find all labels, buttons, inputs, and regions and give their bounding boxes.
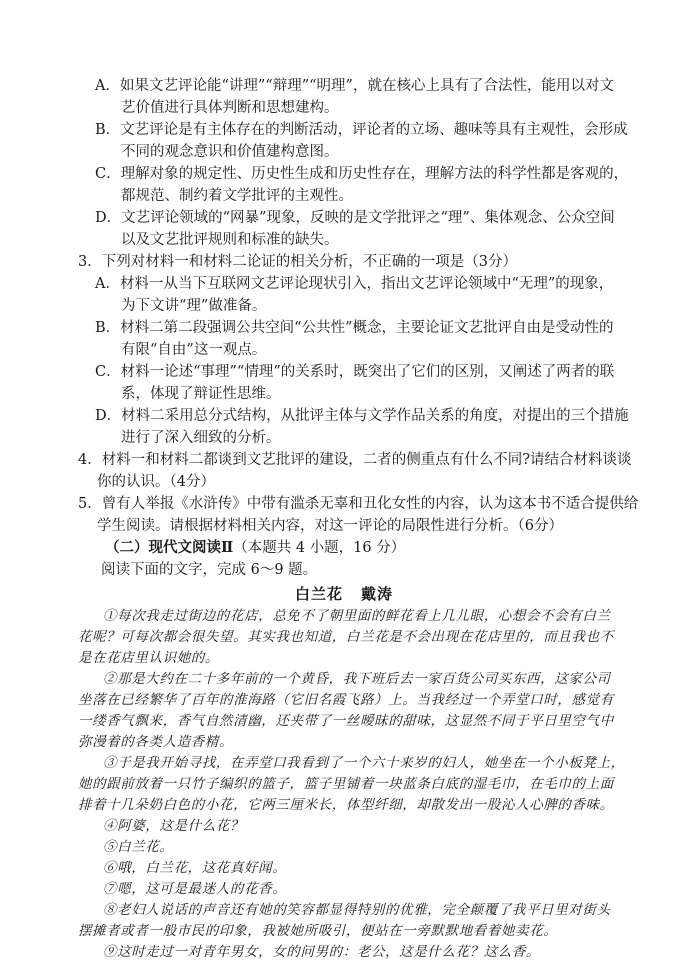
question-5-cont: 学生阅读。请根据材料相关内容，对这一评论的局限性进行分析。（6分）: [97, 518, 563, 534]
q2-option-a-cont: 艺价值进行具体判断和思想建构。: [121, 100, 339, 116]
section-heading: [105, 538, 405, 558]
passage-line: 坐落在已经繁华了百年的淮海路（它旧名霞飞路）上。当我经过一个弄堂口时，感觉有: [78, 692, 614, 708]
passage-line: ⑦嗯，这可是最迷人的花香。: [103, 881, 287, 897]
story-title-line: [0, 584, 688, 604]
q3-option-a: A．材料一从当下互联网文艺评论现状引入，指出文艺评论领域中“无理”的现象，: [95, 276, 614, 292]
q3-option-c: C．材料一论述“事理”“情理”的关系时，既突出了它们的区别，又阐述了两者的联: [95, 364, 615, 380]
q3-option-d-cont: 进行了深入细致的分析。: [121, 430, 281, 446]
q2-option-c-cont: 都规范、制约着文学批评的主观性。: [121, 188, 353, 204]
passage-line: 是在花店里认识她的。: [78, 650, 219, 666]
passage-line: 摆摊者或者一般市民的印象，我被她所吸引，便站在一旁默默地看着她卖花。: [78, 923, 558, 939]
passage-line: 花呢？可每次都会很失望。其实我也知道，白兰花是不会出现在花店里的，而且我也不: [78, 629, 614, 645]
passage-line: ①每次我走过街边的花店，总免不了朝里面的鲜花看上几儿眼，心想会不会有白兰: [103, 608, 611, 624]
q3-option-d: D．材料二采用总分式结构，从批评主体与文学作品关系的角度，对提出的三个措施: [95, 408, 629, 424]
passage-line: 排着十几朵奶白色的小花，它两三厘米长，体型纤细，却散发出一股沁人心脾的香味。: [78, 797, 614, 813]
passage-line: 弥漫着的各类人造香精。: [78, 734, 234, 750]
passage-line: 她的跟前放着一只竹子编织的篮子，篮子里铺着一块蓝条白底的湿毛巾，在毛巾的上面: [78, 776, 614, 792]
q3-option-b: B．材料二第二段强调公共空间“公共性”概念，主要论证文艺批评自由是受动性的: [95, 320, 614, 336]
passage-line: ②那是大约在二十多年前的一个黄昏，我下班后去一家百货公司买东西，这家公司: [103, 671, 611, 687]
q3-option-c-cont: 系，体现了辩证性思维。: [121, 386, 281, 402]
q2-option-c: C．理解对象的规定性、历史性生成和历史性存在，理解方法的科学性都是客观的，: [95, 166, 629, 182]
story-author: 戴涛: [361, 585, 394, 603]
question-3: 3．下列对材料一和材料二论证的相关分析，不正确的一项是（3分）: [78, 254, 517, 270]
section-heading-rest: （本题共 4 小题，16 分）: [233, 540, 406, 556]
q2-option-a: A．如果文艺评论能“讲理”“辩理”“明理”，就在核心上具有了合法性，能用以对文: [95, 78, 614, 94]
question-4-cont: 你的认识。（4分）: [97, 474, 215, 490]
passage-line: ⑤白兰花。: [103, 839, 174, 855]
section-heading-bold: （二）现代文阅读Ⅱ: [105, 539, 234, 556]
question-4: 4．材料一和材料二都谈到文艺批评的建设，二者的侧重点有什么不同?请结合材料谈谈: [78, 452, 632, 468]
q3-option-b-cont: 有限“自由”这一观点。: [121, 342, 267, 358]
q2-option-b: B．文艺评论是有主体存在的判断活动，评论者的立场、趣味等具有主观性，会形成: [95, 122, 628, 138]
passage-line: ③于是我开始寻找，在弄堂口我看到了一个六十来岁的妇人，她坐在一个小板凳上，: [103, 755, 625, 771]
q2-option-d: D．文艺评论领域的“网暴”现象，反映的是文学批评之“理”、集体观念、公众空间: [95, 210, 615, 226]
section-instruction: 阅读下面的文字，完成 6～9 题。: [101, 562, 318, 578]
q2-option-b-cont: 不同的观念意识和价值建构意图。: [121, 144, 339, 160]
passage-line: ⑨这时走过一对青年男女，女的问男的：老公，这是什么花？这么香。: [103, 944, 541, 960]
passage-line: 一缕香气飘来，香气自然清幽，还夹带了一丝暧昧的甜味，这显然不同于平日里空气中: [78, 713, 614, 729]
passage-line: ⑧老妇人说话的声音还有她的笑容都显得特别的优雅，完全颠覆了我平日里对街头: [103, 902, 611, 918]
q3-option-a-cont: 为下文讲“理”做准备。: [121, 298, 267, 314]
passage-line: ④阿婆，这是什么花？: [103, 818, 244, 834]
passage-line: ⑥哦，白兰花，这花真好闻。: [103, 860, 287, 876]
story-title: 白兰花: [294, 585, 343, 603]
question-5: 5．曾有人举报《水浒传》中带有滥杀无辜和丑化女性的内容，认为这本书不适合提供给: [78, 496, 639, 512]
q2-option-d-cont: 以及文艺批评规则和标准的缺失。: [121, 232, 339, 248]
